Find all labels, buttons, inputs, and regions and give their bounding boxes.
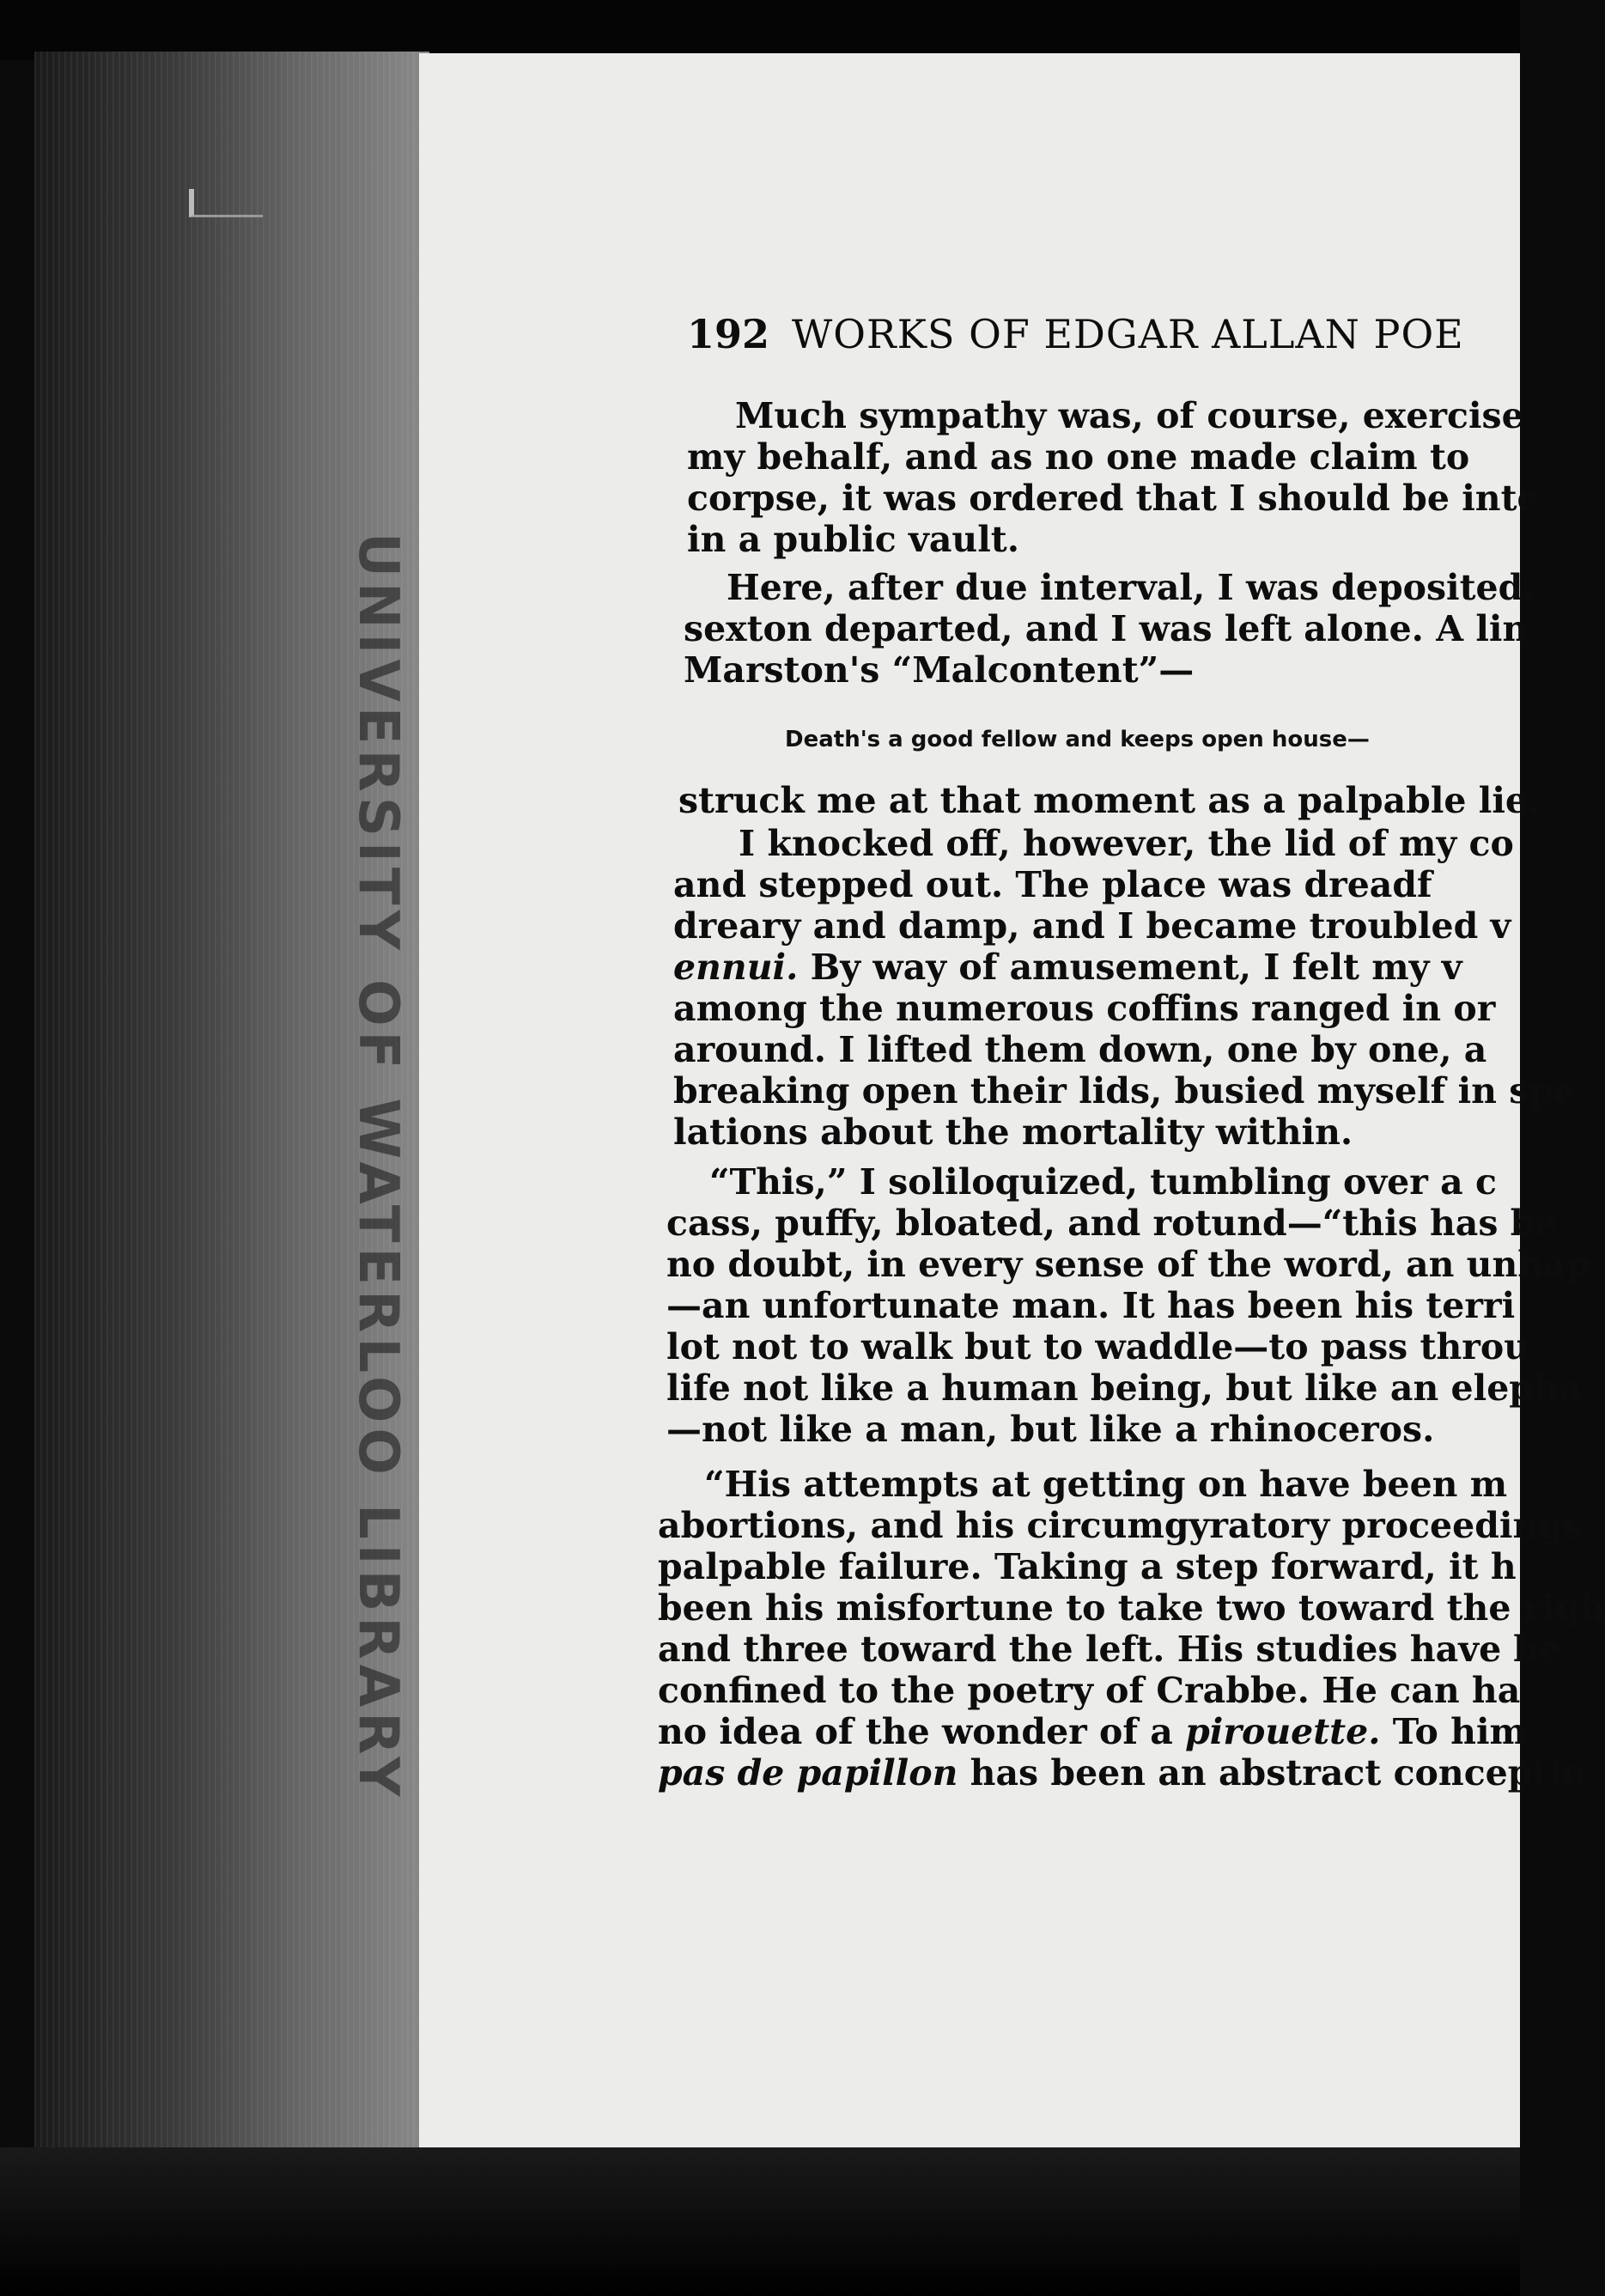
paragraph-3 [678,780,1540,821]
text-line: around. I lifted them down, one by one, a [673,1029,1487,1070]
text-line: life not like a human being, but like an elepha [666,1367,1583,1409]
text-line: confined to the poetry of Crabbe. He can ha [658,1670,1521,1711]
text-line: lot not to walk but to waddle—to pass throu [666,1326,1530,1367]
text-line: sexton departed, and I was left alone. A lin [684,608,1529,649]
text-line: abortions, and his circumgyratory proceedings [658,1505,1584,1546]
text-line: and three toward the left. His studies have be [658,1629,1561,1670]
page-number: 192 [687,311,770,357]
text-line: lations about the mortality within. [673,1111,1353,1153]
paragraph-6 [658,1464,1605,1794]
library-stamp: UNIVERSITY OF WATERLOO LIBRARY [346,533,410,1802]
text-line: and stepped out. The place was dreadf [673,864,1432,905]
text-line: corpse, it was ordered that I should be inte [687,478,1540,519]
text-line: Marston's “Malcontent”— [684,649,1195,691]
text-line: been his misfortune to take two toward the righ [658,1587,1605,1629]
paragraph-4 [673,823,1576,1153]
text-line: —not like a man, but like a rhinoceros. [666,1409,1435,1450]
text-line: Much sympathy was, of course, exercise [735,395,1524,436]
text-line: my behalf, and as no one made claim to [687,436,1470,478]
text-line: cass, puffy, bloated, and rotund—“this has be [666,1203,1558,1244]
paragraph-1 [687,395,1540,560]
spine-mark [189,189,263,217]
scan-bottom-border [0,2147,1520,2296]
text-line: no doubt, in every sense of the word, an unhap [666,1244,1591,1285]
text-line: struck me at that moment as a palpable lie. [678,780,1541,821]
text-line: dreary and damp, and I became troubled v [673,905,1511,947]
text-line: palpable failure. Taking a step forward, it h [658,1546,1517,1587]
running-header [687,311,1546,357]
text-line: ennui. By way of amusement, I felt my v [673,947,1462,988]
block-quote: Death's a good fellow and keeps open house— [785,727,1370,752]
text-line: no idea of the wonder of a pirouette. To him [658,1711,1527,1752]
text-line: I knocked off, however, the lid of my co [739,823,1514,864]
text-line: Here, after due interval, I was deposited. [727,567,1535,608]
paragraph-5 [666,1161,1590,1450]
book-spine [34,52,429,2147]
text-line: among the numerous coffins ranged in or [673,988,1496,1029]
text-line: pas de papillon has been an abstract conceptio [658,1752,1586,1794]
text-line: “His attempts at getting on have been m [704,1464,1508,1505]
text-line: breaking open their lids, busied myself in spe [673,1070,1577,1111]
running-title: WORKS OF EDGAR ALLAN POE [792,311,1464,357]
paragraph-2 [684,567,1535,691]
text-line: in a public vault. [687,519,1020,560]
text-line: “This,” I soliloquized, tumbling over a c [709,1161,1497,1203]
text-line: —an unfortunate man. It has been his terri [666,1285,1516,1326]
